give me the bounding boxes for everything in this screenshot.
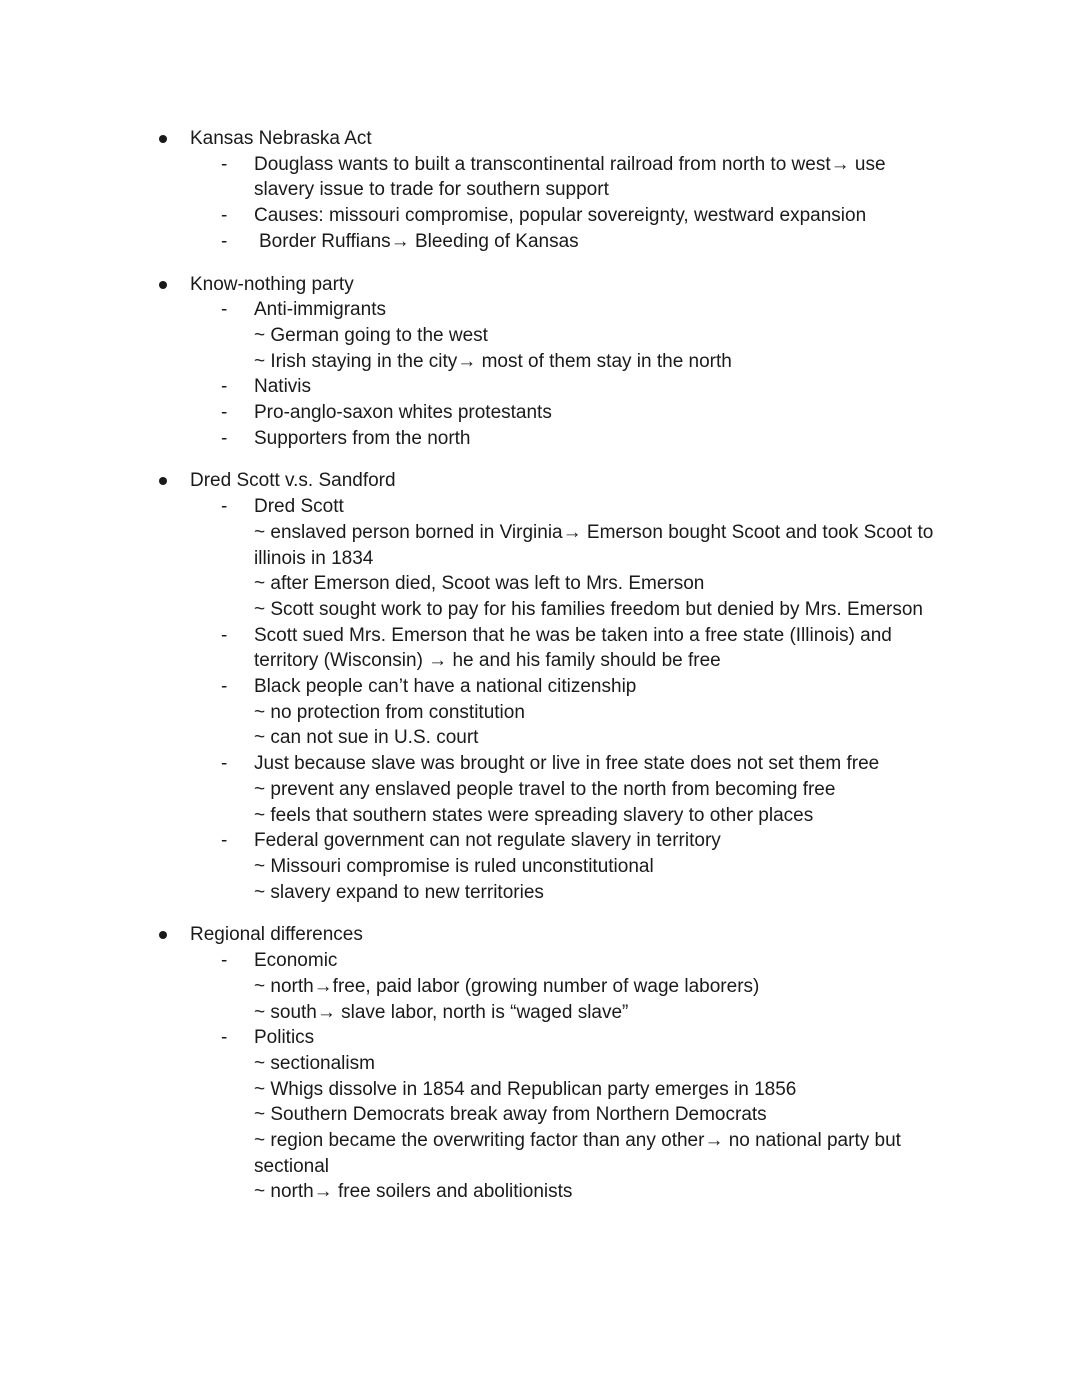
note-text: ~ no protection from constitution [254,701,525,723]
note-line [0,948,1080,974]
note-line [0,777,1080,803]
note-text: Just because slave was brought or live in free state does not set them free [254,753,880,775]
note-text: ~ after Emerson died, Scoot was left to Mrs. Emerson [254,573,705,595]
note-text: Causes: missouri compromise, popular sovereignty, westward expansion [254,205,867,227]
note-text: ~ Scott sought work to pay for his families freedom but denied by Mrs. Emerson [254,598,923,620]
note-line [0,323,1080,349]
note-text: Economic [254,950,338,972]
note-text: ~ Southern Democrats break away from Northern Democrats [254,1104,767,1126]
dash-icon: - [221,830,228,852]
note-line [0,597,1080,623]
note-text: Scott sued Mrs. Emerson that he was be taken into a free state (Illinois) and [254,624,892,646]
dash-icon: - [221,230,228,252]
section-title: Kansas Nebraska Act [190,128,372,149]
section-kansas-nebraska-act [0,126,1080,255]
section-heading [0,468,1080,494]
note-line [0,828,1080,854]
note-text: ~ Irish staying in the city→ most of them stay in the north [254,350,732,372]
note-line [0,374,1080,400]
note-text: Nativis [254,376,312,398]
note-line [0,400,1080,426]
section-regional-differences [0,922,1080,1205]
section-title: Dred Scott v.s. Sandford [190,470,396,492]
dash-icon: - [221,205,228,227]
note-text: Supporters from the north [254,427,471,449]
note-text: ~ north→free, paid labor (growing number of wage laborers) [254,975,760,997]
note-line [0,1025,1080,1051]
dash-icon: - [221,1027,228,1049]
note-line [0,700,1080,726]
note-text: Dred Scott [254,496,344,518]
note-text: ~ Missouri compromise is ruled unconstitutional [254,855,654,877]
note-line [0,854,1080,880]
notes-page [0,126,1080,1222]
section-heading [0,126,1080,152]
note-text: Pro-anglo-saxon whites protestants [254,402,552,424]
note-text: ~ region became the overwriting factor than any other→ no national party but [254,1130,901,1152]
note-line [0,623,1080,649]
section-title: Regional differences [190,924,363,946]
dash-icon: - [221,402,228,424]
note-line [0,494,1080,520]
note-text: Anti-immigrants [254,299,386,321]
dash-icon: - [221,376,228,398]
dash-icon: - [221,676,228,698]
note-line [0,725,1080,751]
bullet-icon [159,281,167,289]
note-text: ~ north→ free soilers and abolitionists [254,1181,573,1203]
note-text: ~ slavery expand to new territories [254,881,544,903]
section-know-nothing-party [0,272,1080,452]
note-text: ~ feels that southern states were spreading slavery to other places [254,804,814,826]
section-heading [0,272,1080,298]
note-line [0,177,1080,203]
note-line [0,751,1080,777]
note-line [0,1077,1080,1103]
note-line [0,674,1080,700]
note-line [0,803,1080,829]
dash-icon: - [221,950,228,972]
section-dred-scott [0,468,1080,905]
note-line [0,152,1080,178]
note-line [0,1102,1080,1128]
bullet-icon [159,931,167,939]
dash-icon: - [221,299,228,321]
note-text: ~ enslaved person borned in Virginia→ Emerson bought Scoot and took Scoot to [254,521,934,543]
note-text: ~ Whigs dissolve in 1854 and Republican party emerges in 1856 [254,1078,797,1100]
note-line [0,520,1080,546]
note-text: ~ can not sue in U.S. court [254,727,479,749]
dash-icon: - [221,427,228,449]
dash-icon: - [221,153,228,175]
note-line [0,203,1080,229]
note-text: Border Ruffians→ Bleeding of Kansas [259,230,579,252]
note-line [0,1128,1080,1154]
note-line [0,974,1080,1000]
note-text: ~ south→ slave labor, north is “waged slave” [254,1001,629,1023]
note-line [0,297,1080,323]
note-line [0,546,1080,572]
dash-icon: - [221,624,228,646]
dash-icon: - [221,496,228,518]
section-heading [0,922,1080,948]
note-text: Federal government can not regulate slavery in territory [254,830,721,852]
note-text: Black people can’t have a national citizenship [254,676,637,698]
note-line [0,1179,1080,1205]
note-text: ~ sectionalism [254,1052,375,1074]
note-text: territory (Wisconsin) → he and his family should be free [254,650,721,672]
note-text: slavery issue to trade for southern support [254,179,609,201]
note-text: ~ German going to the west [254,324,488,346]
note-line [0,571,1080,597]
note-line [0,1000,1080,1026]
note-line [0,229,1080,255]
note-line [0,1154,1080,1180]
dash-icon: - [221,753,228,775]
bullet-icon [159,477,167,485]
section-title: Know-nothing party [190,273,354,295]
note-text: ~ prevent any enslaved people travel to the north from becoming free [254,778,836,800]
note-text: Douglass wants to built a transcontinental railroad from north to west→ use [254,153,886,175]
note-line [0,880,1080,906]
bullet-icon [159,135,167,143]
note-line [0,648,1080,674]
note-text: sectional [254,1155,329,1177]
note-line [0,426,1080,452]
note-line [0,1051,1080,1077]
note-text: Politics [254,1027,315,1049]
note-text: illinois in 1834 [254,547,374,569]
note-line [0,349,1080,375]
